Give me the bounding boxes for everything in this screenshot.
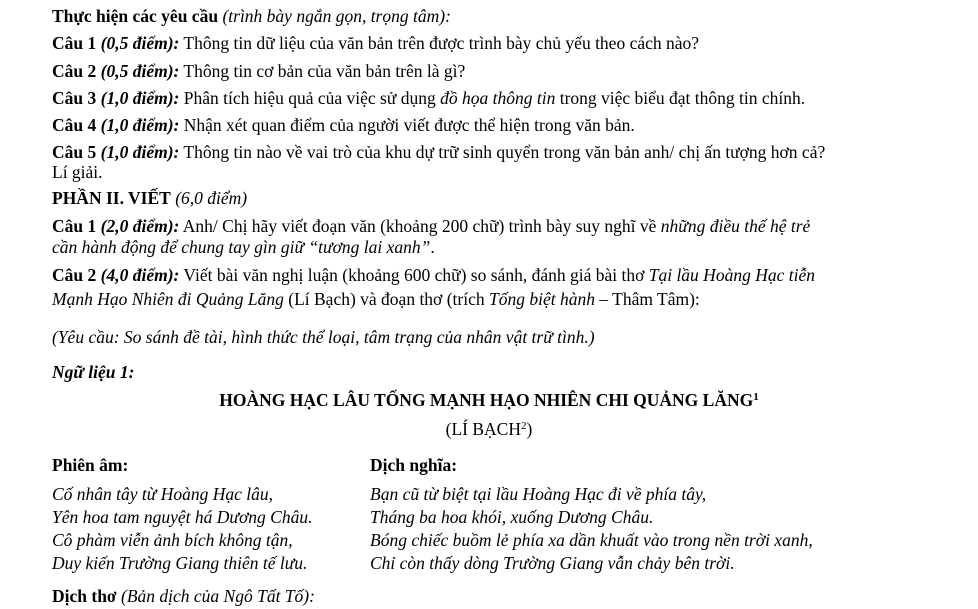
dich-nghia-line: Bạn cũ từ biệt tại lầu Hoàng Hạc đi về phía tây,: [370, 484, 707, 504]
instruction-heading: Thực hiện các yêu cầu (trình bày ngắn gọn, trọng tâm):: [52, 6, 451, 26]
question-1: Câu 1 (0,5 điểm): Thông tin dữ liệu của văn bản trên được trình bày chủ yếu theo cách nào?: [52, 33, 700, 53]
writing-question-2-continued: Mạnh Hạo Nhiên đi Quảng Lăng (Lí Bạch) và đoạn thơ (trích Tống biệt hành – Thâm Tâm):: [52, 289, 700, 309]
source-label: Ngữ liệu 1:: [52, 362, 135, 382]
poem-author: (LÍ BẠCH$^2$): [445, 419, 533, 439]
translation-heading: Dịch thơ (Bản dịch của Ngô Tất Tố):: [52, 586, 315, 606]
question-5: Câu 5 (1,0 điểm): Thông tin nào về vai trò của khu dự trữ sinh quyển trong văn bản anh/ chị ấn tượng hơn cả?: [52, 142, 826, 162]
question-3: Câu 3 (1,0 điểm): Phân tích hiệu quả của việc sử dụng đồ họa thông tin trong việc biểu đạt thông tin chính.: [52, 88, 806, 108]
question-2: Câu 2 (0,5 điểm): Thông tin cơ bản của văn bản trên là gì?: [52, 61, 466, 81]
writing-question-1: Câu 1 (2,0 điểm): Anh/ Chị hãy viết đoạn văn (khoảng 200 chữ) trình bày suy nghĩ về những điều thế hệ trẻ: [52, 216, 811, 236]
phien-am-line: Cố nhân tây từ Hoàng Hạc lâu,: [52, 484, 273, 504]
writing-question-1-continued: cần hành động để chung tay gìn giữ “tương lai xanh”.: [52, 237, 435, 257]
requirement-note: (Yêu cầu: So sánh đề tài, hình thức thể loại, tâm trạng của nhân vật trữ tình.): [52, 327, 595, 347]
phien-am-line: Cô phàm viễn ảnh bích không tận,: [52, 530, 293, 550]
phien-am-line: Yên hoa tam nguyệt há Dương Châu.: [52, 507, 313, 527]
question-5-continued: Lí giải.: [52, 162, 103, 182]
poem-title: HOÀNG HẠC LÂU TỐNG MẠNH HẠO NHIÊN CHI QUẢNG LĂNG$^1$: [219, 390, 759, 410]
dich-nghia-header: Dịch nghĩa:: [370, 455, 458, 475]
writing-question-2: Câu 2 (4,0 điểm): Viết bài văn nghị luận (khoảng 600 chữ) so sánh, đánh giá bài thơ Tại lầu Hoàng Hạc tiễn: [52, 265, 815, 285]
dich-nghia-line: Bóng chiếc buồm lẻ phía xa dần khuất vào trong nền trời xanh,: [370, 530, 813, 550]
phien-am-header: Phiên âm:: [52, 455, 129, 475]
dich-nghia-line: Tháng ba hoa khói, xuống Dương Châu.: [370, 507, 654, 527]
part-2-heading: PHẦN II. VIẾT (6,0 điểm): [52, 188, 248, 208]
phien-am-line: Duy kiến Trường Giang thiên tế lưu.: [52, 553, 308, 573]
question-4: Câu 4 (1,0 điểm): Nhận xét quan điểm của người viết được thể hiện trong văn bản.: [52, 115, 635, 135]
dich-nghia-line: Chỉ còn thấy dòng Trường Giang vẫn chảy bên trời.: [370, 553, 735, 573]
